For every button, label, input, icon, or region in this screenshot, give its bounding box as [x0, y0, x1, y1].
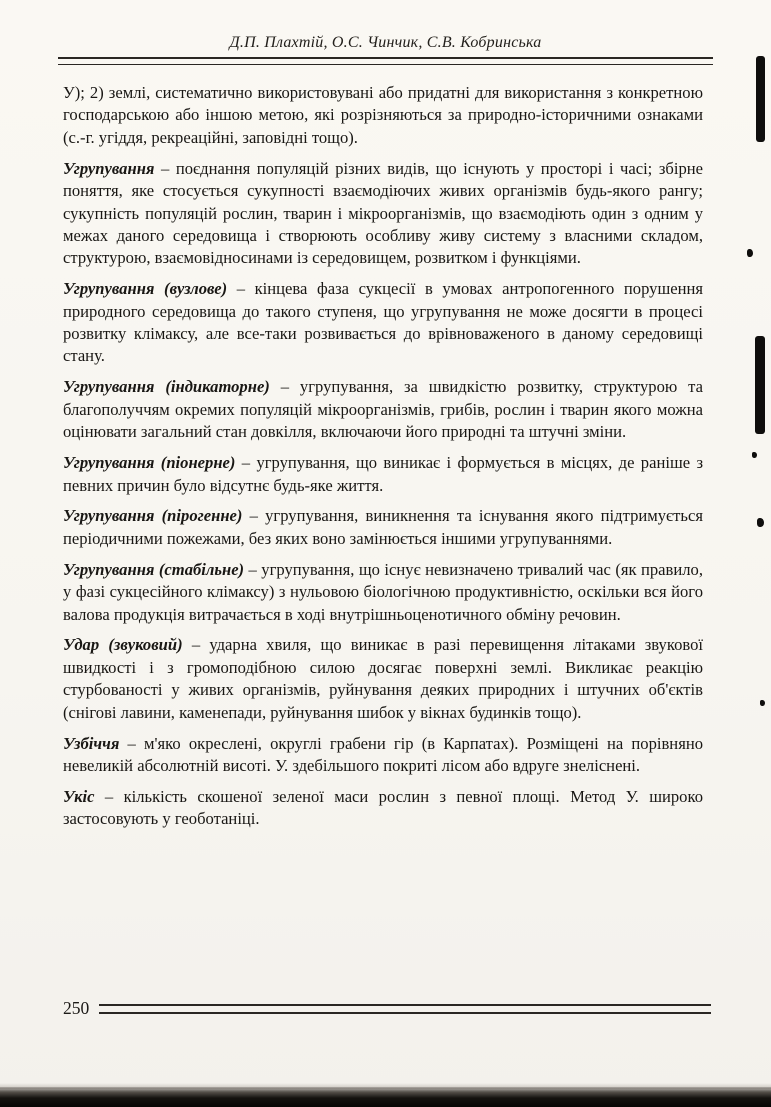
scan-artifact-bar	[756, 56, 765, 142]
term: Угрупування (піонерне)	[63, 453, 236, 473]
definition-paragraph	[63, 278, 703, 368]
definitions	[63, 82, 703, 839]
definition-text: – угрупування, виникнення та існування якого підтримується періодичними пожежами, без яких воно замінюється іншими угрупуваннями.	[63, 506, 703, 548]
definition-text: – м'яко окреслені, округлі грабени гір (в Карпатах). Розміщені на порівняно невеликій абсолютній висоті. У. здебільшого покриті лісом або вдруге знеліснені.	[63, 733, 703, 775]
page-footer	[63, 998, 711, 1019]
scan-artifact-speck	[757, 518, 764, 527]
footer-double-rule	[99, 1004, 711, 1014]
header-double-rule	[58, 57, 713, 65]
term: Удар (звуковий)	[63, 635, 183, 655]
definition-text: – угрупування, що існує невизначено тривалий час (як правило, у фазі сукцесійного клімаксу) з нульовою біологічною продуктивністю, оскільки вся його валова продукція витрачається в ході внутрішньоценотичного обміну речовин.	[63, 559, 703, 624]
definition-paragraph	[63, 158, 703, 270]
scan-artifact-bar	[755, 336, 765, 434]
definition-paragraph	[63, 733, 703, 778]
term: Угрупування	[63, 158, 155, 178]
definition-text: – кількість скошеної зеленої маси рослин з певної площі. Метод У. широко застосовують у геоботаніці.	[63, 786, 703, 829]
definition-paragraph	[63, 452, 703, 497]
definition-text: – угрупування, що виникає і формується в місцях, де раніше з певних причин було відсутнє будь-яке життя.	[63, 453, 703, 495]
definition-text: – кінцева фаза сукцесії в умовах антропогенного порушення природного середовища до такого ступеня, що угрупування не може досягти в процесі розвитку клімаксу, але все-таки розвивається до врівноваженого в даному середовищі стану.	[63, 279, 703, 366]
definition-paragraph	[63, 559, 703, 626]
definition-paragraph	[63, 82, 703, 149]
term: Угрупування (вузлове)	[63, 279, 228, 299]
definition-paragraph	[63, 376, 703, 443]
definition-text: – угрупування, за швидкістю розвитку, структурою та благополуччям окремих популяцій мікроорганізмів, грибів, рослин і тварин якого можна оцінювати загальний стан довкілля, включаючи його природні та штучні зміни.	[63, 377, 703, 442]
page-header	[58, 34, 713, 65]
scan-artifact-speck	[747, 249, 753, 257]
definition-text: У); 2) землі, систематично використовувані або придатні для використання з конкретною господарською або іншою метою, які розрізняються за природно-історичними ознаками (с.-г. угіддя, рекреаційні, заповідні тощо).	[63, 83, 703, 147]
definition-text: – поєднання популяцій різних видів, що існують у просторі і часі; збірне поняття, яке стосується сукупності взаємодіючих живих організмів будь-якого рангу; сукупність популяцій рослин, тварин і мікроорганізмів, що взаємодіють один з одним у межах даного середовища і створюють особливу живу систему з власними складом, структурою, взаємовідносинами із середовищем, розвитком і функціями.	[63, 158, 703, 268]
definition-paragraph	[63, 634, 703, 724]
definition-text: – ударна хвиля, що виникає в разі перевищення літаками звукової швидкості і з громоподібною силою досягає поверхні землі. Викликає реакцію стурбованості у живих організмів, руйнування деяких природних і штучних об'єктів (снігові лавини, каменепади, руйнування шибок у вікнах будинків тощо).	[63, 635, 703, 722]
term: Угрупування (стабільне)	[63, 559, 245, 579]
definition-paragraph	[63, 786, 703, 831]
term: Угрупування (індикаторне)	[63, 377, 270, 397]
scan-bottom-edge	[0, 1087, 771, 1107]
scan-artifact-speck	[752, 452, 757, 458]
authors-line: Д.П. Плахтій, О.С. Чинчик, С.В. Кобринська	[229, 34, 542, 51]
term: Угрупування (пірогенне)	[63, 506, 243, 526]
term: Узбіччя	[63, 733, 120, 753]
page-number: 250	[63, 998, 90, 1018]
scan-artifact-speck	[760, 700, 765, 706]
definition-paragraph	[63, 505, 703, 550]
term: Укіс	[63, 786, 95, 806]
